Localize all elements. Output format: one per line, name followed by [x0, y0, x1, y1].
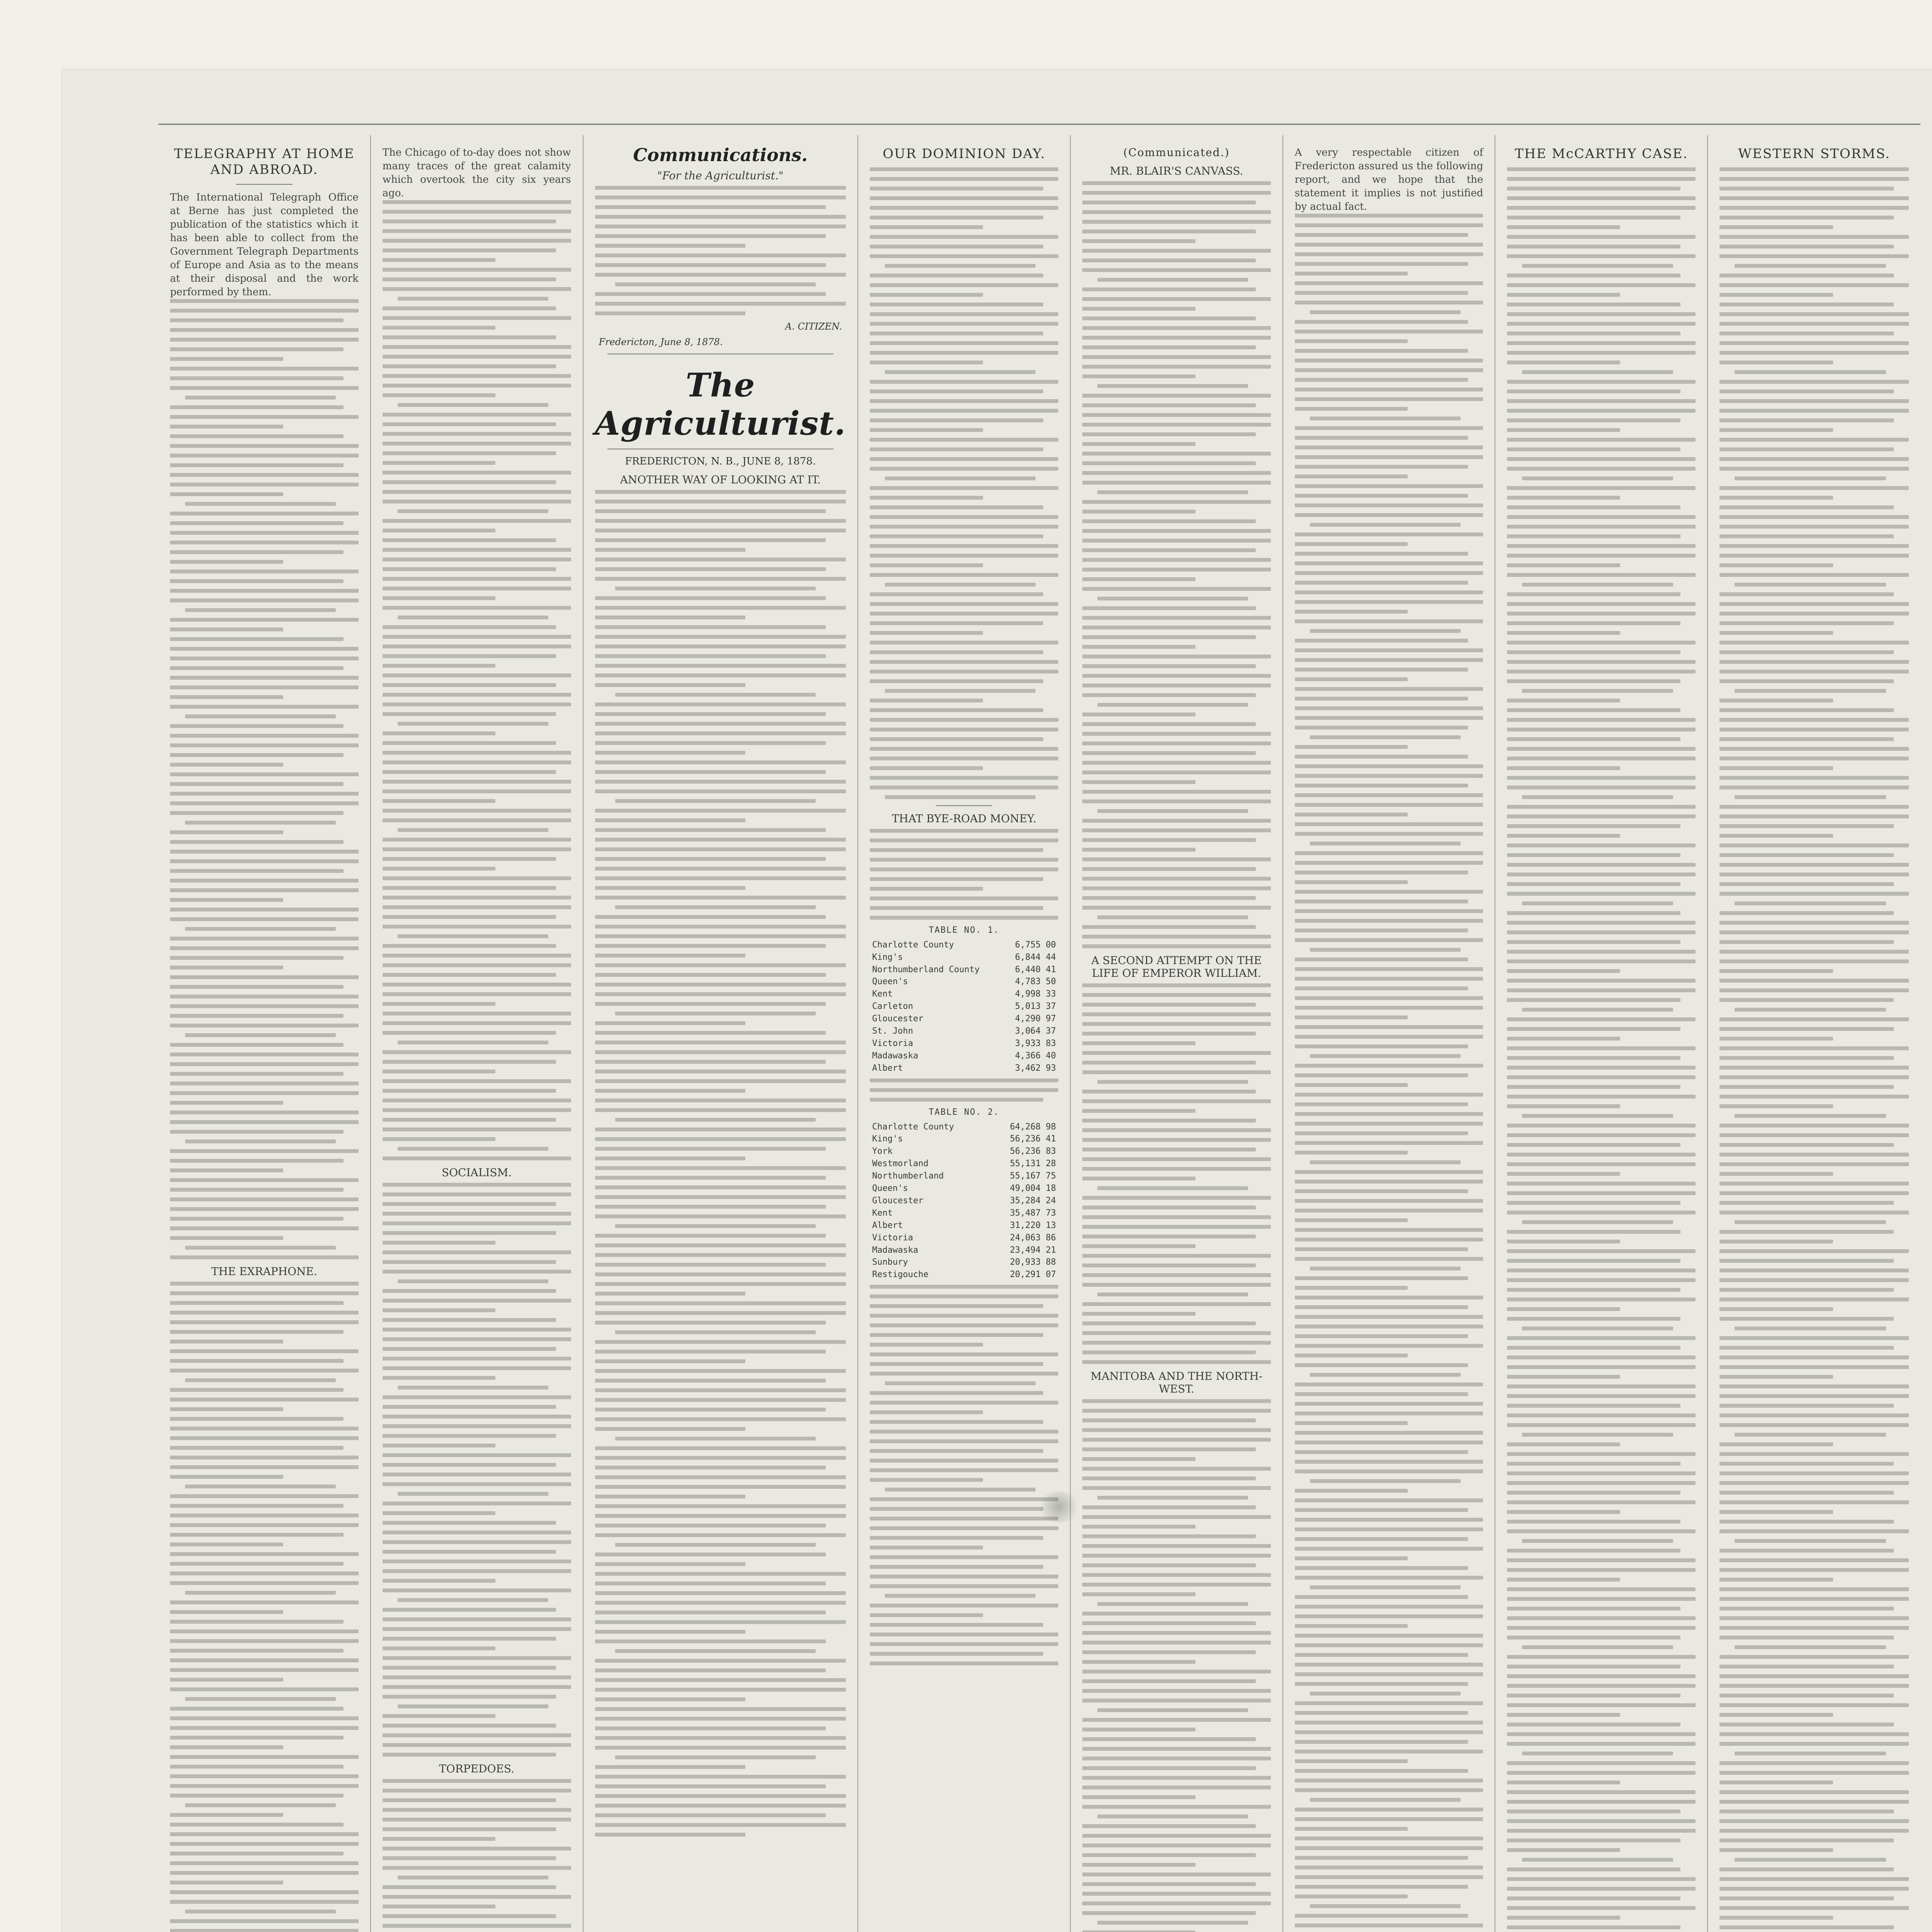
- article-text: [1719, 167, 1909, 1932]
- article-text: [1082, 181, 1271, 948]
- table-row: [872, 1232, 1056, 1244]
- editorial-heading: ANOTHER WAY OF LOOKING AT IT.: [620, 473, 821, 486]
- table-row: [872, 1170, 1056, 1182]
- table-row: [872, 964, 1056, 976]
- amount-value: 35,487 73: [1010, 1208, 1056, 1218]
- dominion-day-heading: OUR DOMINION DAY.: [883, 146, 1046, 162]
- amount-value: 55,167 75: [1010, 1171, 1056, 1181]
- article-text: [870, 1285, 1058, 1665]
- letter-signature: A. CITIZEN.: [785, 321, 842, 332]
- column-4: [858, 135, 1071, 1932]
- county-name: Albert: [872, 1220, 903, 1230]
- table-row: [872, 1182, 1056, 1195]
- table-row: [872, 1013, 1056, 1025]
- amount-value: 64,268 98: [1010, 1122, 1056, 1132]
- article-text: [870, 1078, 1058, 1102]
- top-rule: [158, 124, 1920, 125]
- table-title: TABLE NO. 2.: [929, 1107, 1000, 1117]
- table-row: [872, 1256, 1056, 1269]
- table-row: [872, 988, 1056, 1000]
- mccarthy-heading: THE McCARTHY CASE.: [1515, 146, 1688, 162]
- divider: [236, 184, 293, 185]
- article-text: [383, 1183, 571, 1757]
- table-row: [872, 1195, 1056, 1207]
- amount-value: 49,004 18: [1010, 1184, 1056, 1194]
- county-name: St. John: [872, 1026, 913, 1036]
- amount-value: 4,290 97: [1015, 1014, 1056, 1024]
- article-text: [170, 299, 359, 1259]
- column-6: [1283, 135, 1496, 1932]
- western-storms-heading: WESTERN STORMS.: [1738, 146, 1891, 162]
- amount-value: 6,844 44: [1015, 952, 1056, 962]
- table-title: TABLE NO. 1.: [929, 925, 1000, 935]
- article-text: [1295, 214, 1483, 1932]
- amount-value: 20,933 88: [1010, 1257, 1056, 1267]
- amount-value: 23,494 21: [1010, 1245, 1056, 1255]
- telegraphy-heading: TELEGRAPHY AT HOME AND ABROAD.: [174, 146, 355, 177]
- county-name: Victoria: [872, 1233, 913, 1243]
- article-text: [1507, 167, 1696, 1932]
- amount-value: 3,064 37: [1015, 1026, 1056, 1036]
- article-text: [383, 1779, 571, 1932]
- amount-value: 55,131 28: [1010, 1159, 1056, 1169]
- article-text: [1082, 983, 1271, 1364]
- divider: [936, 805, 992, 806]
- manitoba-heading: MANITOBA AND THE NORTH-WEST.: [1090, 1369, 1263, 1395]
- county-name: Westmorland: [872, 1159, 929, 1169]
- column-2: [371, 135, 583, 1932]
- county-name: Kent: [872, 989, 893, 999]
- article-text: [870, 829, 1058, 920]
- amount-value: 3,462 93: [1015, 1063, 1056, 1073]
- county-name: Sunbury: [872, 1257, 908, 1267]
- county-name: Gloucester: [872, 1014, 923, 1024]
- blair-canvass-heading: MR. BLAIR'S CANVASS.: [1110, 164, 1243, 177]
- county-name: Kent: [872, 1208, 893, 1218]
- letter-addressee: "For the Agriculturist.": [657, 169, 784, 182]
- bye-road-table-2: [872, 1107, 1056, 1281]
- telegraphy-lead: The International Telegraph Office at Berne has just completed the publication of the statistics which it has been able to collect from the Government Telegraph Departments of Europe and Asia as to the means at their disposal and the work performed by them.: [170, 191, 359, 298]
- table-row: [872, 1244, 1056, 1257]
- table-row: [872, 1062, 1056, 1075]
- amount-value: 56,236 41: [1010, 1134, 1056, 1144]
- table-row: [872, 939, 1056, 951]
- chicago-lead: The Chicago of to-day does not show many traces of the great calamity which overtook the city six years ago.: [382, 147, 571, 199]
- table-row: [872, 1207, 1056, 1219]
- dateline: FREDERICTON, N. B., JUNE 8, 1878.: [625, 456, 816, 467]
- table-row: [872, 976, 1056, 988]
- amount-value: 6,440 41: [1015, 964, 1056, 975]
- table-row: [872, 1158, 1056, 1170]
- socialism-subhead: SOCIALISM.: [442, 1166, 512, 1179]
- county-name: Madawaska: [872, 1051, 918, 1061]
- table-row: [872, 1121, 1056, 1133]
- communicated-label: (Communicated.): [1123, 146, 1230, 159]
- torpedoes-subhead: TORPEDOES.: [439, 1762, 515, 1776]
- amount-value: 6,755 00: [1015, 940, 1056, 950]
- county-name: Queen's: [872, 1184, 908, 1194]
- bye-road-heading: THAT BYE-ROAD MONEY.: [891, 812, 1037, 825]
- citizen-lead: A very respectable citizen of Fredericton assured us the following report, and we hope that the statement it implies is not justified by actual fact.: [1294, 147, 1483, 213]
- article-text: [870, 167, 1058, 799]
- amount-value: 31,220 13: [1010, 1220, 1056, 1230]
- county-name: King's: [872, 952, 903, 962]
- editorial-text: [595, 490, 846, 1837]
- amount-value: 56,236 83: [1010, 1146, 1056, 1156]
- communications-heading: Communications.: [633, 145, 808, 165]
- county-name: Carleton: [872, 1002, 913, 1012]
- ink-smudge: [1036, 1492, 1082, 1522]
- county-name: Victoria: [872, 1038, 913, 1048]
- table-row: [872, 1037, 1056, 1050]
- table-row: [872, 1133, 1056, 1145]
- article-text: [383, 200, 571, 1160]
- article-text: [1082, 1399, 1271, 1932]
- county-name: Northumberland County: [872, 964, 980, 975]
- column-5: [1071, 135, 1283, 1932]
- column-grid: [158, 135, 1920, 1932]
- letter-date: Fredericton, June 8, 1878.: [599, 337, 723, 347]
- newspaper-page: [62, 70, 1932, 1932]
- column-1: [158, 135, 371, 1932]
- county-name: Northumberland: [872, 1171, 944, 1181]
- column-3: [583, 135, 859, 1932]
- amount-value: 4,998 33: [1015, 989, 1056, 999]
- amount-value: 5,013 37: [1015, 1002, 1056, 1012]
- article-text: [170, 1282, 359, 1932]
- table-row: [872, 1025, 1056, 1037]
- table-row: [872, 1219, 1056, 1232]
- county-name: King's: [872, 1134, 903, 1144]
- amount-value: 4,366 40: [1015, 1051, 1056, 1061]
- table-row: [872, 1269, 1056, 1281]
- county-name: York: [872, 1146, 893, 1156]
- bye-road-table-1: [872, 925, 1056, 1075]
- column-8: [1708, 135, 1920, 1932]
- amount-value: 35,284 24: [1010, 1196, 1056, 1206]
- table-row: [872, 951, 1056, 964]
- county-name: Gloucester: [872, 1196, 923, 1206]
- county-name: Queen's: [872, 977, 908, 987]
- amount-value: 20,291 07: [1010, 1270, 1056, 1280]
- amount-value: 24,063 86: [1010, 1233, 1056, 1243]
- column-7: [1495, 135, 1708, 1932]
- county-name: Charlotte County: [872, 940, 954, 950]
- amount-value: 4,783 50: [1015, 977, 1056, 987]
- exraphone-subhead: THE EXRAPHONE.: [211, 1265, 317, 1278]
- table-row: [872, 1000, 1056, 1013]
- county-name: Albert: [872, 1063, 903, 1073]
- letter-text: [595, 186, 846, 315]
- amount-value: 3,933 83: [1015, 1038, 1056, 1048]
- table-row: [872, 1050, 1056, 1062]
- county-name: Charlotte County: [872, 1122, 954, 1132]
- emperor-william-heading: A SECOND ATTEMPT ON THE LIFE OF EMPEROR WILLIAM.: [1091, 954, 1262, 980]
- county-name: Restigouche: [872, 1270, 929, 1280]
- masthead: The Agriculturist.: [595, 366, 846, 442]
- table-row: [872, 1145, 1056, 1158]
- county-name: Madawaska: [872, 1245, 918, 1255]
